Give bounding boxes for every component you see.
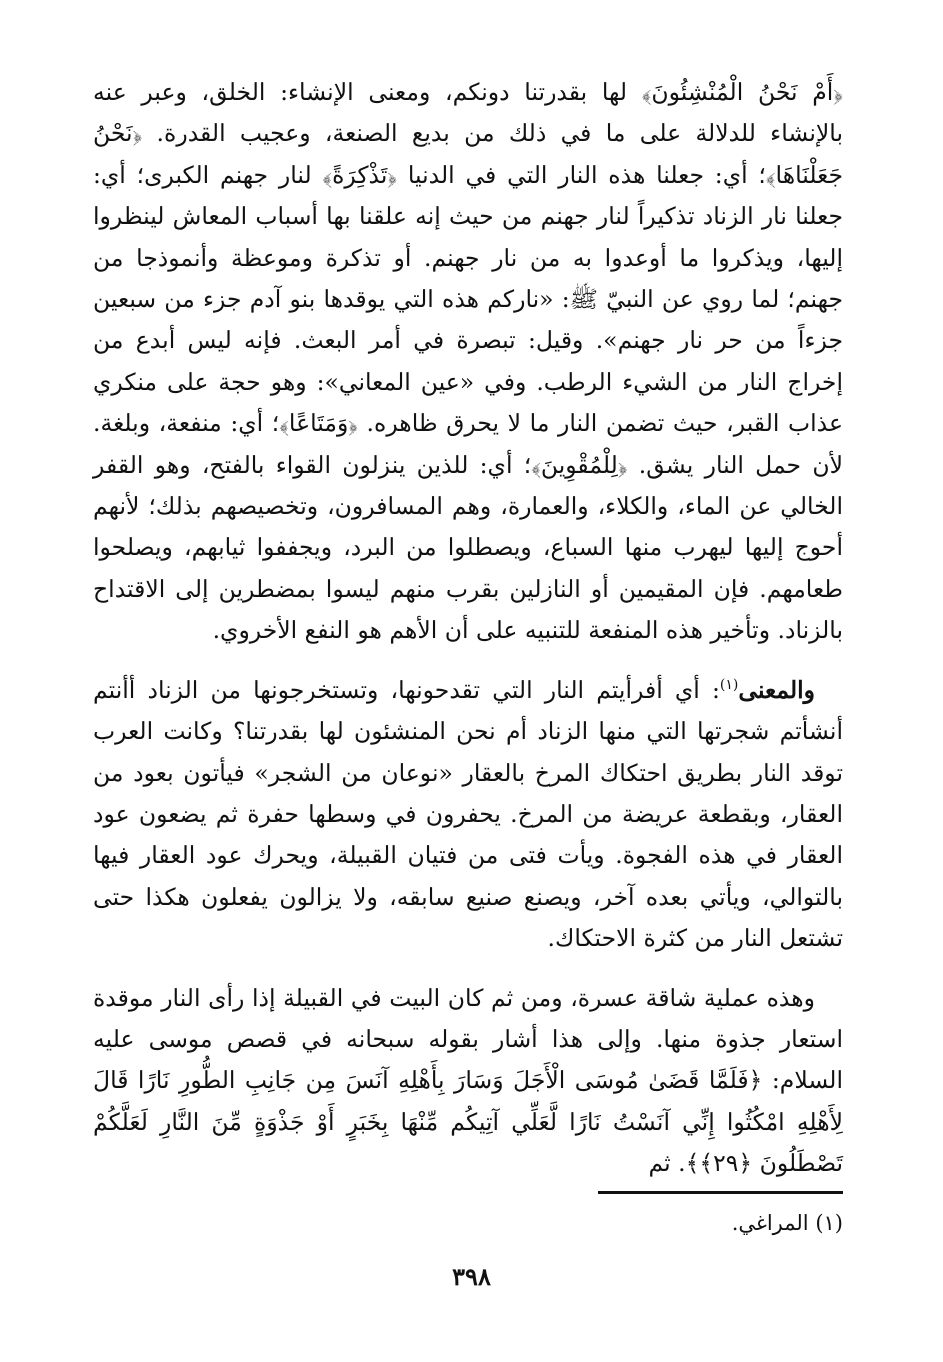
page-body bbox=[93, 72, 843, 1185]
paragraph-2 bbox=[93, 670, 843, 960]
footnote-separator bbox=[598, 1191, 843, 1194]
footnote: (١) المراغي. bbox=[731, 1211, 843, 1235]
paragraph-2-lead-word: والمعنى bbox=[738, 675, 815, 704]
paragraph-3-text: وهذه عملية شاقة عسرة، ومن ثم كان البيت في القبيلة إذا رأى النار موقدة استعار جذوة منها. وإلى هذا أشار بقوله سبحانه في قصص موسى عليه السلام: ﴿فَلَمَّا قَضَىٰ مُوسَى الْأَجَلَ وَسَارَ بِأَهْلِهِ آنَسَ مِن جَانِبِ الطُّورِ نَارًا قَالَ لِأَهْلِهِ امْكُثُوا إِنِّي آنَسْتُ نَارًا لَّعَلِّي آتِيكُم مِّنْهَا بِخَبَرٍ أَوْ جَذْوَةٍ مِّنَ النَّارِ لَعَلَّكُمْ تَصْطَلُونَ ﴿٢٩﴾﴾. ثم bbox=[93, 983, 843, 1178]
paragraph-2-text: : أي أفرأيتم النار التي تقدحونها، وتستخرجونها من الزناد أأنتم أنشأتم شجرتها التي منها الزناد أم نحن المنشئون لها بقدرتنا؟ وكانت العرب توقد النار بطريق احتكاك المرخ بالعقار «نوعان من الشجر» فيأتون بعود من العقار، وبقطعة عريضة من المرخ. يحفرون في وسطها حفرة ثم يضعون عود العقار في هذه الفجوة. ويأت فتى من فتيان القبيلة، ويحرك عود العقار فيها بالتوالي، ويأتي بعده آخر، ويصنع صنيع سابقه، ولا يزالون يفعلون هكذا حتى تشتعل النار من كثرة الاحتكاك. bbox=[93, 675, 843, 953]
paragraph-1: ﴿أَمْ نَحْنُ الْمُنْشِئُونَ﴾ لها بقدرتنا دونكم، ومعنى الإنشاء: الخلق، وعبر عنه بالإنشاء للدلالة على ما في ذلك من بديع الصنعة، وعجيب القدرة. ﴿نَحْنُ جَعَلْنَاهَا﴾؛ أي: جعلنا هذه النار التي في الدنيا ﴿تَذْكِرَةً﴾ لنار جهنم الكبرى؛ أي: جعلنا نار الزناد تذكيراً لنار جهنم من حيث إنه علقنا بها أسباب المعاش لينظروا إليها، ويذكروا ما أوعدوا به من نار جهنم. أو تذكرة وموعظة وأنموذجا من جهنم؛ لما روي عن النبيّ ﷺ: «ناركم هذه التي يوقدها بنو آدم جزء من سبعين جزءاً من حر نار جهنم». وقيل: تبصرة في أمر البعث. فإنه ليس أبدع من إخراج النار من الشيء الرطب. وفي «عين المعاني»: وهو حجة على منكري عذاب القبر، حيث تضمن النار ما لا يحرق ظاهره. ﴿وَمَتَاعًا﴾؛ أي: منفعة، وبلغة. لأن حمل النار يشق. ﴿لِلْمُقْوِينَ﴾؛ أي: للذين ينزلون القواء بالفتح، وهو القفر الخالي عن الماء، والكلاء، والعمارة، وهم المسافرون، وتخصيصهم بذلك؛ لأنهم أحوج إليها ليهرب منها السباع، ويصطلوا من البرد، ويجففوا ثيابهم، ويصلحوا طعامهم. فإن المقيمين أو النازلين بقرب منهم ليسوا بمضطرين إلى الاقتداح بالزناد. وتأخير هذه المنفعة للتنبيه على أن الأهم هو النفع الأخروي. bbox=[93, 78, 843, 645]
footnote-reference: (١) bbox=[719, 676, 739, 693]
page-number: ٣٩٨ bbox=[452, 1262, 491, 1291]
paragraph-3 bbox=[93, 978, 843, 1185]
